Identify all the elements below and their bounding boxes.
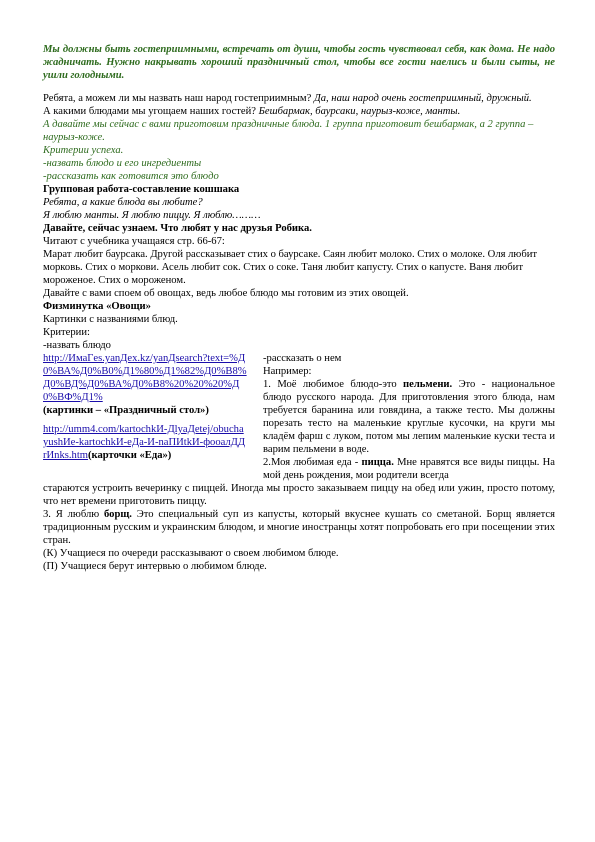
kids-answer: Я люблю манты. Я люблю пиццу. Я люблю……… [43, 210, 261, 221]
example-1-rest: Это - национальное блюдо русского народа. Для приготовления этого блюда, нам требуется баранина или говядина, а также тесто. Мы должны порезать тесто на маленькие круглые кусочки, на круги мы кладём фарш с луком, потом мы лепим маленькие куски теста и варим пельмени в воде. [263, 379, 556, 455]
link2-caption: (карточки «Еда») [88, 450, 172, 461]
question-hospitality [43, 92, 555, 105]
example-3 [43, 508, 555, 547]
name-dish-line: -назвать блюдо [43, 340, 111, 351]
criteria-title: Критерии успеха. [43, 145, 124, 156]
link-food-cards[interactable]: http://umm4.com/kartochkИ-ДlyaДetej/obuchayushИe-kartochkИ-eДa-И-naПИtkИ-фоoaлДДrИnks.htm [43, 424, 246, 461]
example-1-dish: пельмени. [403, 379, 453, 390]
robik-heading: Давайте, сейчас узнаем. Что любят у нас друзья Робика. [43, 223, 312, 234]
example-2-rest: Мне нравятся все виды пиццы. На мой день рождения, мои родители всегда [263, 457, 556, 481]
kids-question: Ребята, а какие блюда вы любите? [43, 197, 203, 208]
tell-line: -рассказать о нем [263, 353, 342, 364]
link-holiday-table[interactable]: http://ИмаГes.yanДex.kz/yanДsearch?text=%Д0%ВА%Д0%В0%Д1%80%Д1%82%Д0%B8%Д0%ВД%Д0%ВА%Д0%B8%20%20%20%Д0%ВФ%Д1% [43, 353, 247, 403]
group-work-heading: Групповая работа-составление кошшака [43, 184, 240, 195]
example-2-continued: стараются устроить вечеринку с пиццей. Иногда мы просто заказываем пиццу на обед или ужин, просто потому, что нет времени приготовить пиццу. [43, 483, 555, 507]
left-column [43, 339, 248, 482]
pictures-line: Картинки с названиями блюд. [43, 314, 178, 325]
question-dishes-text: А какими блюдами мы угощаем наших гостей? [43, 106, 256, 117]
p-activity: (П) Учащиеся берут интервью о любимом блюде. [43, 561, 267, 572]
k-activity: (К) Учащиеся по очереди рассказывают о своем любимом блюде. [43, 548, 339, 559]
link1-caption: (картинки – «Праздничный стол») [43, 405, 209, 416]
link2-block [43, 423, 248, 462]
example-2-dish: пицца. [361, 457, 394, 468]
song-line: Давайте с вами споем об овощах, ведь любое блюдо мы готовим из этих овощей. [43, 288, 409, 299]
right-column [263, 339, 555, 482]
intro-paragraph: Мы должны быть гостеприимными, встречать от души, чтобы гость чувствовал себя, как дома. Не надо жадничать. Нужно накрывать хороший праздничный стол, чтобы все гости наелись и были сыты, не ушли голодными. [43, 44, 555, 81]
story-paragraph: Марат любит баурсака. Другой рассказывает стих о баурсаке. Саян любит молоко. Стих о молоке. Оля любит морковь. Стих о моркови. Асель любит сок. Стих о соке. Таня любит капусту. Стих о капусте. Ваня любит мороженое. Стих о мороженом. [43, 249, 538, 286]
example-3-rest: Это специальный суп из капусты, который вкуснее кушать со сметаной. Борщ является традиционным русским и украинским блюдом, и многие иностранцы хотят попробовать его при посещении этих стран. [43, 509, 555, 546]
group-task: А давайте мы сейчас с вами приготовим праздничные блюда. 1 группа приготовит бешбармак, а 2 группа – наурыз-кожe. [43, 119, 534, 143]
fizminutka-heading: Физминутка «Овощи» [43, 301, 151, 312]
question-hospitality-text: Ребята, а можем ли мы назвать наш народ гостеприимным? [43, 93, 312, 104]
example-1-start: 1. Моё любимое блюдо-это [263, 379, 404, 390]
example-1 [263, 378, 555, 456]
criteria-item: -назвать блюдо и его ингредиенты [43, 158, 202, 169]
link1-block [43, 352, 248, 417]
example-2 [263, 456, 555, 482]
answer-hospitality: Да, наш народ очень гостеприимный, дружный. [311, 93, 532, 104]
two-column-section [43, 339, 555, 482]
question-dishes [43, 105, 555, 118]
answer-dishes: Бешбармак, баурсаки, наурыз-кожe, манты. [255, 106, 461, 117]
example-2-start: 2.Моя любимая еда - [263, 457, 362, 468]
reading-instruction: Читают с учебника учащаяся стр. 66-67: [43, 236, 225, 247]
criteria2-title: Критерии: [43, 327, 90, 338]
document-page [43, 43, 555, 573]
example-3-start: 3. Я люблю [43, 509, 104, 520]
criteria-item: -рассказать как готовится это блюдо [43, 171, 219, 182]
example-label: Например: [263, 366, 312, 377]
example-3-dish: борщ. [104, 509, 132, 520]
